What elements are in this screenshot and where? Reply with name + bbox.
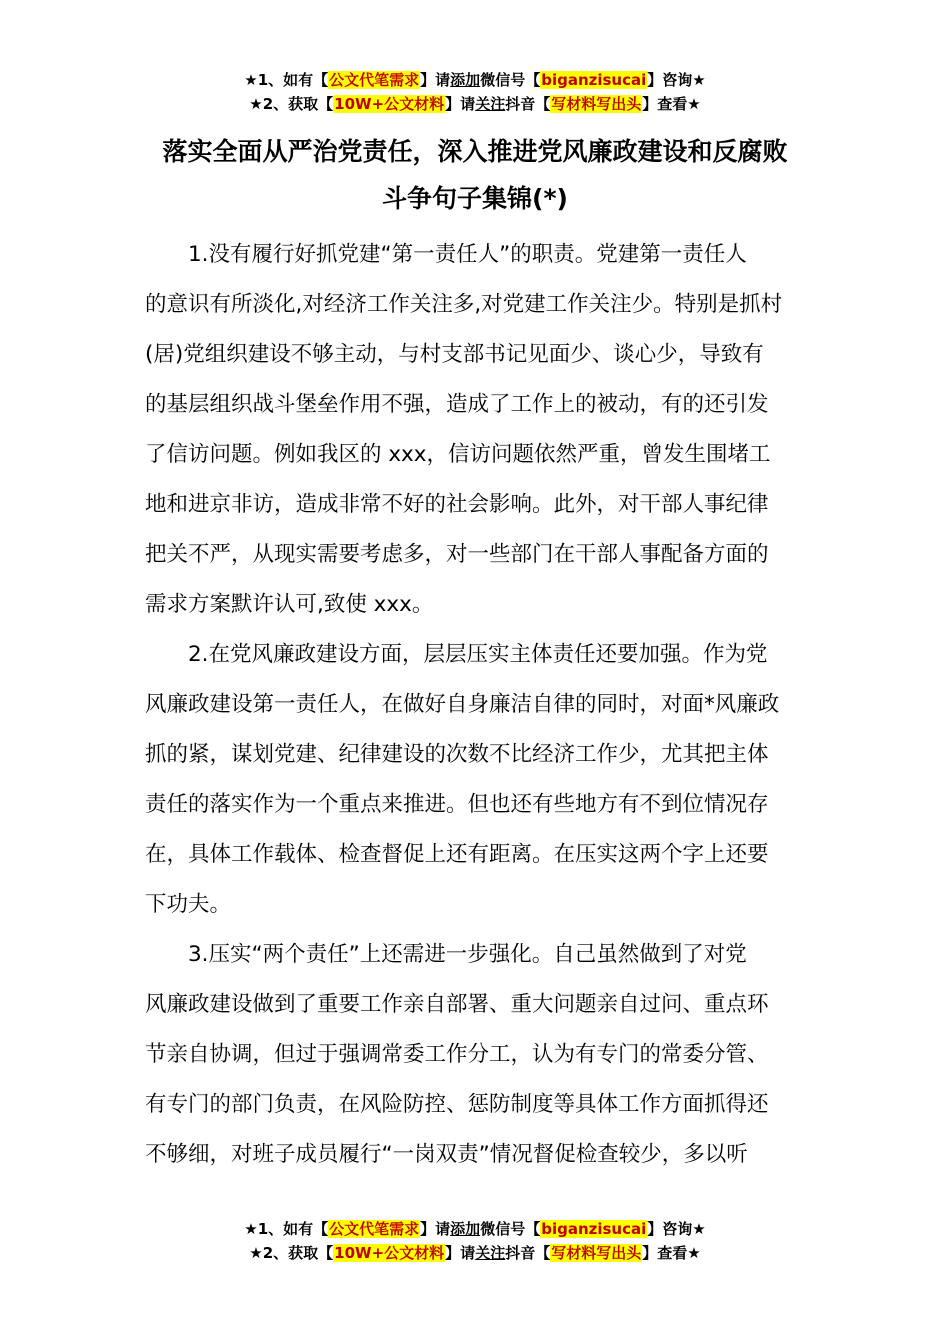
banner-text: 2、获取【 — [262, 95, 334, 113]
banner-text: 】请 — [445, 1244, 476, 1262]
banner-highlight: 公文代笔需求 — [329, 71, 420, 89]
banner-highlight: 公文代笔需求 — [329, 1220, 420, 1238]
banner-text: 】查看 — [642, 1244, 688, 1262]
star-icon: ★ — [687, 1244, 701, 1262]
body-line: 责任的落实作为一个重点来推进。但也还有些地方有不到位情况存 — [145, 792, 769, 817]
body-line: 下功夫。 — [145, 892, 232, 917]
body-line: 节亲自协调，但过于强调常委工作分工，认为有专门的常委分管、 — [145, 1042, 769, 1067]
footer-banner — [0, 1217, 950, 1265]
body-line: 的意识有所淡化,对经济工作关注多,对党建工作关注少。特别是抓村 — [145, 292, 783, 317]
banner-text: 微信号【 — [480, 71, 541, 89]
banner-line-2 — [0, 92, 950, 116]
star-icon: ★ — [692, 71, 706, 89]
banner-underlined: 关注 — [475, 95, 506, 113]
banner-highlight: 10W+公文材料 — [334, 95, 445, 113]
body-line: 了信访问题。例如我区的 xxx，信访问题依然严重，曾发生围堵工 — [145, 442, 771, 467]
body-line: 在，具体工作载体、检查督促上还有距离。在压实这两个字上还要 — [145, 842, 769, 867]
banner-text: 2、获取【 — [262, 1244, 334, 1262]
banner-text: 1、如有【 — [257, 1220, 329, 1238]
banner-text: 】请 — [445, 95, 476, 113]
banner-line-1 — [0, 1217, 950, 1241]
banner-underlined: 添加 — [450, 71, 481, 89]
body-line: 风廉政建设做到了重要工作亲自部署、重大问题亲自过问、重点环 — [145, 992, 769, 1017]
body-line: 2.在党风廉政建设方面，层层压实主体责任还要加强。作为党 — [188, 642, 768, 667]
body-line: 3.压实“两个责任”上还需进一步强化。自己虽然做到了对党 — [188, 942, 747, 967]
banner-underlined: 关注 — [475, 1244, 506, 1262]
header-banner — [0, 68, 950, 116]
banner-highlight: 10W+公文材料 — [334, 1244, 445, 1262]
banner-text: 抖音【 — [505, 1244, 551, 1262]
banner-text: 抖音【 — [505, 95, 551, 113]
banner-line-2 — [0, 1241, 950, 1265]
banner-text: 1、如有【 — [257, 71, 329, 89]
star-icon: ★ — [249, 95, 263, 113]
body-line: 把关不严，从现实需要考虑多，对一些部门在干部人事配备方面的 — [145, 542, 769, 567]
banner-highlight: biganzisucai — [541, 1220, 647, 1238]
title-line-2: 斗争句子集锦(*) — [382, 184, 568, 213]
banner-underlined: 添加 — [450, 1220, 481, 1238]
star-icon: ★ — [687, 95, 701, 113]
body-line: 不够细，对班子成员履行“一岗双责”情况督促检查较少，多以听 — [145, 1142, 748, 1167]
banner-text: 微信号【 — [480, 1220, 541, 1238]
document-title — [145, 128, 805, 222]
body-line: 需求方案默许认可,致使 xxx。 — [145, 592, 434, 617]
banner-text: 】查看 — [642, 95, 688, 113]
banner-text: 】咨询 — [647, 1220, 693, 1238]
banner-text: 】请 — [420, 1220, 451, 1238]
banner-highlight: 写材料写出头 — [551, 95, 642, 113]
star-icon: ★ — [692, 1220, 706, 1238]
body-line: 抓的紧，谋划党建、纪律建设的次数不比经济工作少，尤其把主体 — [145, 742, 769, 767]
document-body — [145, 230, 805, 1180]
banner-highlight: biganzisucai — [541, 71, 647, 89]
star-icon: ★ — [244, 71, 258, 89]
body-line: 的基层组织战斗堡垒作用不强，造成了工作上的被动，有的还引发 — [145, 392, 769, 417]
title-line-1: 落实全面从严治党责任，深入推进党风廉政建设和反腐败 — [162, 137, 788, 166]
body-line: 风廉政建设第一责任人，在做好自身廉洁自律的同时，对面*风廉政 — [145, 692, 780, 717]
star-icon: ★ — [249, 1244, 263, 1262]
banner-highlight: 写材料写出头 — [551, 1244, 642, 1262]
body-line: 有专门的部门负责，在风险防控、惩防制度等具体工作方面抓得还 — [145, 1092, 769, 1117]
body-line: 1.没有履行好抓党建“第一责任人”的职责。党建第一责任人 — [188, 242, 747, 267]
banner-line-1 — [0, 68, 950, 92]
banner-text: 】请 — [420, 71, 451, 89]
star-icon: ★ — [244, 1220, 258, 1238]
banner-text: 】咨询 — [647, 71, 693, 89]
body-line: 地和进京非访，造成非常不好的社会影响。此外，对干部人事纪律 — [145, 492, 769, 517]
body-line: (居)党组织建设不够主动，与村支部书记见面少、谈心少，导致有 — [145, 342, 764, 367]
